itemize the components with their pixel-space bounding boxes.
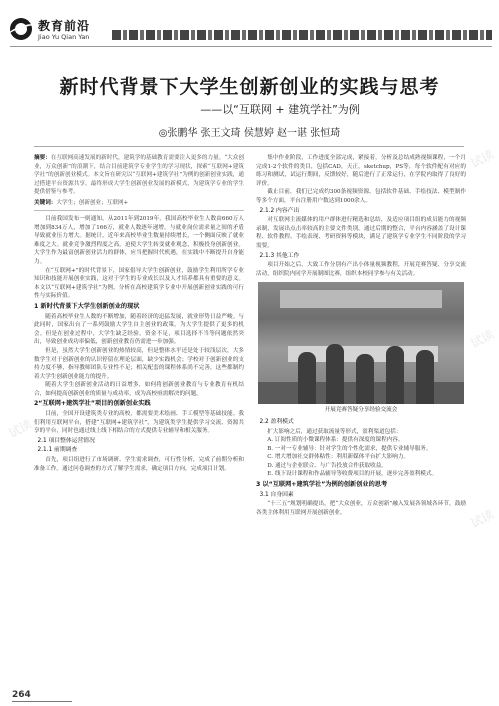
- photo-person: [326, 344, 344, 404]
- paragraph: 在“互联网+”的时代背景下，国家倡导大学生创新创业，鼓励学生利用所学专业知识和技能开展创业实践，这对于学生的专业成长以及人才培养都具有重要的意义。本文以“互联网+建筑学社”为例，分析在高校建筑学专业中开展创新创业实践的可行性与实际价值。: [34, 267, 244, 300]
- article-title: 新时代背景下大学生创新创业的实践与思考: [59, 76, 440, 98]
- subsection-heading: 2.1.2 内容产出: [259, 207, 300, 214]
- paragraph: 但是，虽然大学生创新创业的热情较高，但是整体水平还是处于较浅层次，大多数学生对于创新创业的认识停留在理论层面，缺少实践机会；学校对于创新创业的支持力度不够，指导教师团队专业性不足；相关配套的课程体系尚不完善，这些都制约着大学生创新创业能力的提升。: [34, 347, 244, 380]
- left-column: [34, 154, 244, 704]
- abstract-text: 在互联网高速发展的新时代，建筑学的基础教育需要注入更多的力量。“大众创业，万众创新”的浪潮下，结合目前建筑学专业学生的学习现状，探索“互联网+建筑学社”的创新创业模式。本文旨在研究以“互联网+建筑学社”为例的创新创业实践，通过搭建平台资源共享，最终形成大学生创新创业发展的新模式，为建筑学专业的学生提供借鉴与参考。: [34, 155, 244, 195]
- paragraph: 截止目前，我们已完成约300条视频资源，包括软件基础、手绘技法、模型制作等多个方面，平台注册用户数达到1000余人。: [256, 189, 466, 204]
- paragraph: 首先，项目组进行了市场调研、学生需求调查，可行性分析，完成了前期分析和准备工作。通过问卷调查的方式了解学生需求，确定项目方向，完成项目计划。: [34, 457, 244, 472]
- watermark: 试读: [468, 147, 497, 171]
- keywords-text: 大学生；创新创业；互联网+: [56, 199, 129, 206]
- paragraph: 随着大学生创新创业活动的日益增多，如何将创新创业教育与专业教育有机结合，如何提高创新创业的质量与成功率，成为高校亟需解决的问题。: [34, 382, 244, 397]
- list-item: A. 订阅性质的小微课程体系：提供有深度的课程内容。: [267, 437, 404, 444]
- photo-person: [298, 352, 316, 404]
- title-divider: [34, 146, 464, 147]
- paragraph: 扩大影响之后，通过获取流量等形式，盈利渠道包括：: [267, 428, 402, 435]
- paragraph: “十三五”规划明确提出，把“大众创业，万众创新”融入发展各领域各环节，鼓励各类主体利用互联网开展创新创业。: [256, 501, 466, 516]
- page-number: 264: [12, 690, 31, 700]
- paragraph: 目前我国发布一则通知，从2011年到2019年，我国高校毕业生人数由660万人增加到834万人，增加了166万，就业人数逐年递增，与就业岗位需求量之间的矛盾导致就业压力增大。据统计，近年来高校毕业生数量持续增长，一个侧面反映了就业难度之大。就业竞争激烈程度之高，迫使大学生转变就业观念，积极投身创新创业。大学生作为最富创新创业活力的群体，应当把握时代机遇，在实践中不断提升自身能力。: [34, 216, 244, 265]
- page-number-rule: [12, 701, 72, 702]
- photo-caption: 开展竞赛答疑分享经验交流会: [324, 407, 398, 414]
- right-column: [256, 154, 466, 704]
- header-decorative-band: [112, 30, 492, 40]
- article-subtitle: ——以“互联网 + 建筑学社”为例: [200, 103, 360, 116]
- paragraph: 对互联网主流媒体的用户群体进行精选和总结，及适应项目组的成员能力的视频录制，发展出点击率较高的主要文件类别。通过后期的整合，平台内容涵盖了设计课程、软件教程、手绘表现、考研资料等模块，满足了建筑学专业学生不同阶段的学习需要。: [256, 217, 466, 249]
- section-heading: 3 以“互联网+建筑学社”为例的创新创业的思考: [256, 481, 388, 489]
- watermark: 试读: [6, 417, 35, 441]
- subsection-heading: 3.1 自身因素: [259, 491, 294, 498]
- subsection-heading: 2.2 盈利模式: [259, 418, 294, 425]
- paragraph: 集中作业阶段，工作进度全部完成，紧接着，分析及总结成熟视频课程，一个月完成1-2个软件的类目，包括CAD，天正，sketchup，PS等，每个软件配有对应的练习和测试，试运行期间，反馈较好，随后进行了正常运行，在学院内取得了良好的评价。: [256, 155, 466, 187]
- article-authors: ◎张鹏华 张王文琦 侯慧婷 赵一谌 张恒琦: [158, 128, 341, 139]
- journal-header: [0, 0, 499, 60]
- list-item: B. 一对一专业辅导：针对学生的个性化需求，提供专业辅导服务。: [267, 445, 432, 452]
- section-heading: 2“互联网+建筑学社”项目的创新创业实践: [34, 400, 151, 408]
- photo-person: [416, 350, 434, 404]
- paragraph: E. 线下设计课程和作品辅导等收费项目的开展，逐步完善盈利模式。: [267, 471, 438, 478]
- photo-person: [386, 346, 404, 404]
- event-photo: [258, 282, 464, 404]
- header-divider: [10, 46, 492, 47]
- abstract-divider: [34, 210, 244, 211]
- abstract: [34, 154, 244, 207]
- subsection-heading: 2.1.3 其他工作: [259, 252, 300, 259]
- journal-title: 教育前沿: [38, 19, 91, 33]
- list-item: D. 通过与企业联合、与广告投放合作获取收益。: [267, 462, 387, 469]
- subsection-heading: 2.1 项目整体运营情况: [37, 437, 95, 444]
- subsection-heading: 2.1.1 前期调查: [37, 447, 78, 454]
- abstract-label: 摘要：: [34, 155, 51, 161]
- list-item: C. 增大增加社交群体粘性：利用新媒体平台扩大影响力。: [267, 454, 410, 461]
- journal-subtitle: Jiao Yu Qian Yan: [38, 33, 90, 41]
- paragraph: 目前，全国开设建筑类专业的高校，都需要美术绘画、手工模型等基础技能。我们利用互联网平台，搭建“互联网+建筑学社”，为建筑类学生提供学习交流、资源共享的平台，同时也通过线上线下相结合的方式提供专业辅导和相关服务。: [34, 411, 244, 435]
- photo-banner: [280, 290, 442, 308]
- paragraph: 随着高校毕业生人数的不断增加，随着经济的迅猛发展，就业形势日益严峻。与此同时，国家出台了一系列鼓励大学生自主创业的政策，为大学生提供了更多的机会。但是在创业过程中，大学生缺乏经验，资金不足，项目选择不当等问题依然突出，导致创业成功率偏低，创新创业教育仍需进一步加强。: [34, 313, 244, 346]
- keywords-label: 关键词：: [34, 199, 57, 206]
- section-heading: 1 新时代背景下大学生创新创业的现状: [34, 302, 140, 310]
- watermark: 试读: [468, 507, 497, 531]
- paragraph: 项目开始之后，大致工作分别有产出小体量视频教程，开展竞赛答疑、分享交流活动，组织院内同学开展制图比赛，组织本校同学参与有关活动。: [256, 262, 466, 277]
- photo-person: [356, 354, 374, 404]
- watermark: 试读: [468, 327, 497, 351]
